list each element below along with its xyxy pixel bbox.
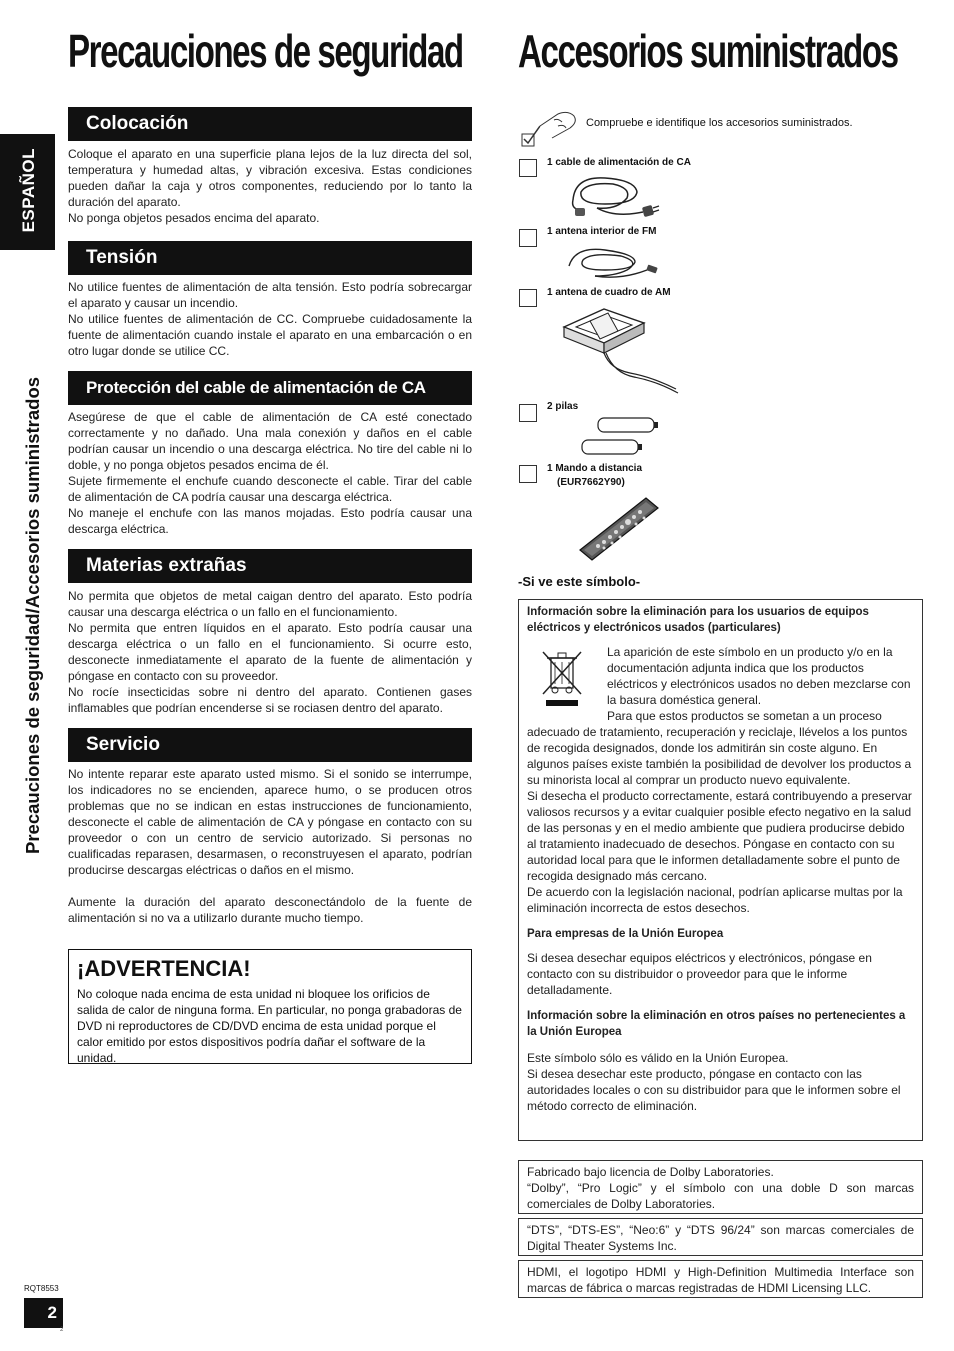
paragraph: Sujete firmemente el enchufe cuando desconecte el cable. Tirar del cable de alimentación de CA podría causar una descarga eléctrica. bbox=[68, 474, 472, 504]
section-heading-foreign-matter: Materias extrañas bbox=[68, 549, 472, 583]
dolby-trademark-text: “Dolby”, “Pro Logic” y el símbolo con una doble D son marcas comerciales de Dolby Laboratories. bbox=[527, 1181, 914, 1211]
section-body-colocacion bbox=[68, 146, 472, 226]
warning-text: No coloque nada encima de esta unidad ni bloquee los orificios de salida de calor de ninguna forma. En particular, no ponga grabadoras de DVD ni reproductores de CD/DVD encima de esta unidad porque el calor emitido por estos dispositivos podría dañar el software de la unidad. bbox=[77, 987, 462, 1065]
hdmi-trademark-box bbox=[518, 1260, 923, 1298]
crossed-out-bin-icon bbox=[527, 644, 607, 708]
accessory-label: 1 antena de cuadro de AM bbox=[547, 287, 671, 298]
accessory-checkbox[interactable] bbox=[519, 159, 537, 177]
paragraph: Coloque el aparato en una superficie plana lejos de la luz directa del sol, temperatura y humedad altas, y vibración excesiva. Estas condiciones pueden dañar la caja y otros componentes, reduciendo por lo tanto la duración del aparato. bbox=[68, 147, 472, 209]
accessory-checkbox[interactable] bbox=[519, 404, 537, 422]
page-number: 2 bbox=[24, 1298, 63, 1328]
disposal-heading: Información sobre la eliminación para los usuarios de equipos eléctricos y electrónicos usados (particulares) bbox=[527, 606, 869, 634]
other-countries-text: Si desea desechar este producto, póngase en contacto con las autoridades locales o con su distribuidor para que le informen sobre el método correcto de eliminación. bbox=[527, 1067, 901, 1113]
accessories-intro: Compruebe e identifique los accesorios suministrados. bbox=[586, 117, 853, 129]
accessory-checkbox[interactable] bbox=[519, 289, 537, 307]
am-loop-antenna-icon bbox=[560, 301, 682, 397]
ac-cord-icon bbox=[565, 170, 665, 226]
other-countries-heading: Información sobre la eliminación en otros países no pertenecientes a la Unión Europea bbox=[527, 1010, 906, 1038]
paragraph: No utilice fuentes de alimentación de alta tensión. Esto podría sobrecargar el aparato y causar un incendio. bbox=[68, 280, 472, 310]
accessory-checkbox[interactable] bbox=[519, 465, 537, 483]
section-body-cable-protection bbox=[68, 409, 472, 537]
paragraph: No permita que objetos de metal caigan dentro del aparato. Esto podría causar una descarga eléctrica o un fallo en el funcionamiento. bbox=[68, 589, 472, 619]
section-heading-cable-protection: Protección del cable de alimentación de CA bbox=[68, 371, 472, 405]
remote-control-icon bbox=[576, 494, 660, 564]
paragraph: Aumente la duración del aparato desconectándolo de la fuente de alimentación si no va a utilizarlo durante mucho tiempo. bbox=[68, 895, 472, 925]
section-body-foreign-matter bbox=[68, 588, 472, 716]
disposal-info-box bbox=[518, 599, 923, 1141]
section-heading-colocacion: Colocación bbox=[68, 107, 472, 141]
document-code: RQT8553 bbox=[24, 1284, 59, 1293]
accessory-label: 1 antena interior de FM bbox=[547, 226, 657, 237]
eu-heading: Para empresas de la Unión Europea bbox=[527, 928, 724, 940]
dts-trademark-box bbox=[518, 1218, 923, 1256]
page-title-precautions: Precauciones de seguridad bbox=[68, 25, 463, 77]
warning-title: ¡ADVERTENCIA! bbox=[77, 956, 251, 981]
accessory-label: 2 pilas bbox=[547, 401, 579, 412]
tiny-page-number: 2 bbox=[60, 1327, 64, 1333]
sidebar-language-label: ESPAÑOL bbox=[19, 148, 38, 233]
page-title-accessories: Accesorios suministrados bbox=[518, 25, 898, 77]
other-countries-text: Este símbolo sólo es válido en la Unión Europea. bbox=[527, 1051, 789, 1065]
batteries-icon bbox=[578, 414, 660, 462]
symbol-section-title: -Si ve este símbolo- bbox=[518, 574, 641, 589]
disposal-paragraph: Si desecha el producto correctamente, estará contribuyendo a preservar valiosos recursos y a evitar cualquier posible efecto negativo en la salud de las personas y en el medio ambiente que pudiera producirse debido al tratamiento inadecuado de desechos. Póngase en contacto con su autoridad local para que le informen detalladamente sobre el punto de recogida designado más cercano. bbox=[527, 789, 912, 883]
disposal-intro-text: La aparición de este símbolo en un producto y/o en la documentación adjunta indica que los productos eléctricos y electrónicos usados no deben mezclarse con la basura doméstica general. bbox=[607, 645, 911, 707]
hdmi-trademark-text: HDMI, el logotipo HDMI y High-Definition Multimedia Interface son marcas de fábrica o marcas registradas de HDMI Licensing LLC. bbox=[527, 1265, 914, 1295]
paragraph: No permita que entren líquidos en el aparato. Esto podría causar una descarga eléctrica o un fallo en el funcionamiento. Si ocurre esto, desconecte inmediatamente el aparato de la fuente de alimentación y póngase en contacto con su proveedor. bbox=[68, 621, 472, 683]
fm-antenna-icon bbox=[565, 240, 665, 285]
accessory-checkbox[interactable] bbox=[519, 229, 537, 247]
sidebar-section-label: Precauciones de seguridad/Accesorios suministrados bbox=[22, 376, 43, 854]
sidebar-language-tab bbox=[0, 134, 55, 250]
eu-text: Si desea desechar equipos eléctricos y electrónicos, póngase en contacto con su distribuidor o proveedor para que le informe detalladamente. bbox=[527, 951, 872, 997]
paragraph: No rocíe insecticidas sobre ni dentro del aparato. Contienen gases inflamables que podrían encenderse si se rociasen dentro del aparato. bbox=[68, 685, 472, 715]
dolby-license-text: Fabricado bajo licencia de Dolby Laboratories. bbox=[527, 1165, 774, 1179]
paragraph: No maneje el enchufe con las manos mojadas. Esto podría causar una descarga eléctrica. bbox=[68, 506, 472, 536]
paragraph: No intente reparar este aparato usted mismo. Si el sonido se interrumpe, los indicadores no se encienden, aparece humo, o se producen otros problemas que no se indican en estas instrucciones de funcionamiento, desconecte el cable de alimentación de CA y póngase en contacto con su proveedor o con un centro de servicio autorizado. Si personas no cualificadas reparasen, desarmasen, o reconstruyesen el aparato, podrían producirse descargas eléctricas o daños en el mismo. bbox=[68, 767, 472, 877]
accessory-model: (EUR7662Y90) bbox=[557, 477, 625, 488]
section-heading-servicio: Servicio bbox=[68, 728, 472, 762]
checklist-hand-icon bbox=[518, 108, 582, 152]
dolby-trademark-box bbox=[518, 1160, 923, 1214]
section-body-tension bbox=[68, 279, 472, 359]
disposal-paragraph: Para que estos productos se sometan a un proceso adecuado de tratamiento, recuperación y reciclaje, llévelos a los puntos de recogida designados, donde los admitirán sin coste alguno. En algunos países existe también la posibilidad de devolver los productos a su minorista local al comprar un producto nuevo equivalente. bbox=[527, 709, 912, 787]
dts-trademark-text: “DTS”, “DTS-ES”, “Neo:6” y “DTS 96/24” son marcas comerciales de Digital Theater Systems Inc. bbox=[527, 1223, 914, 1253]
disposal-paragraph: De acuerdo con la legislación nacional, podrían aplicarse multas por la eliminación incorrecta de estos desechos. bbox=[527, 885, 903, 915]
section-body-servicio bbox=[68, 766, 472, 926]
warning-box bbox=[68, 949, 472, 1064]
paragraph: Asegúrese de que el cable de alimentación de CA esté conectado correctamente y no dañado. Una mala conexión y daños en el cable podrían causar un incendio o una descarga eléctrica. No tire del cable ni lo doble, y no ponga objetos pesados encima de él. bbox=[68, 410, 472, 472]
accessory-label: 1 cable de alimentación de CA bbox=[547, 157, 691, 168]
section-heading-tension: Tensión bbox=[68, 241, 472, 275]
accessory-label: 1 Mando a distancia bbox=[547, 463, 643, 474]
paragraph: No utilice fuentes de alimentación de CC. Compruebe cuidadosamente la fuente de alimentación cuando instale el aparato en una embarcación o en otro lugar donde se utilice CC. bbox=[68, 312, 472, 358]
paragraph: No ponga objetos pesados encima del aparato. bbox=[68, 211, 320, 225]
